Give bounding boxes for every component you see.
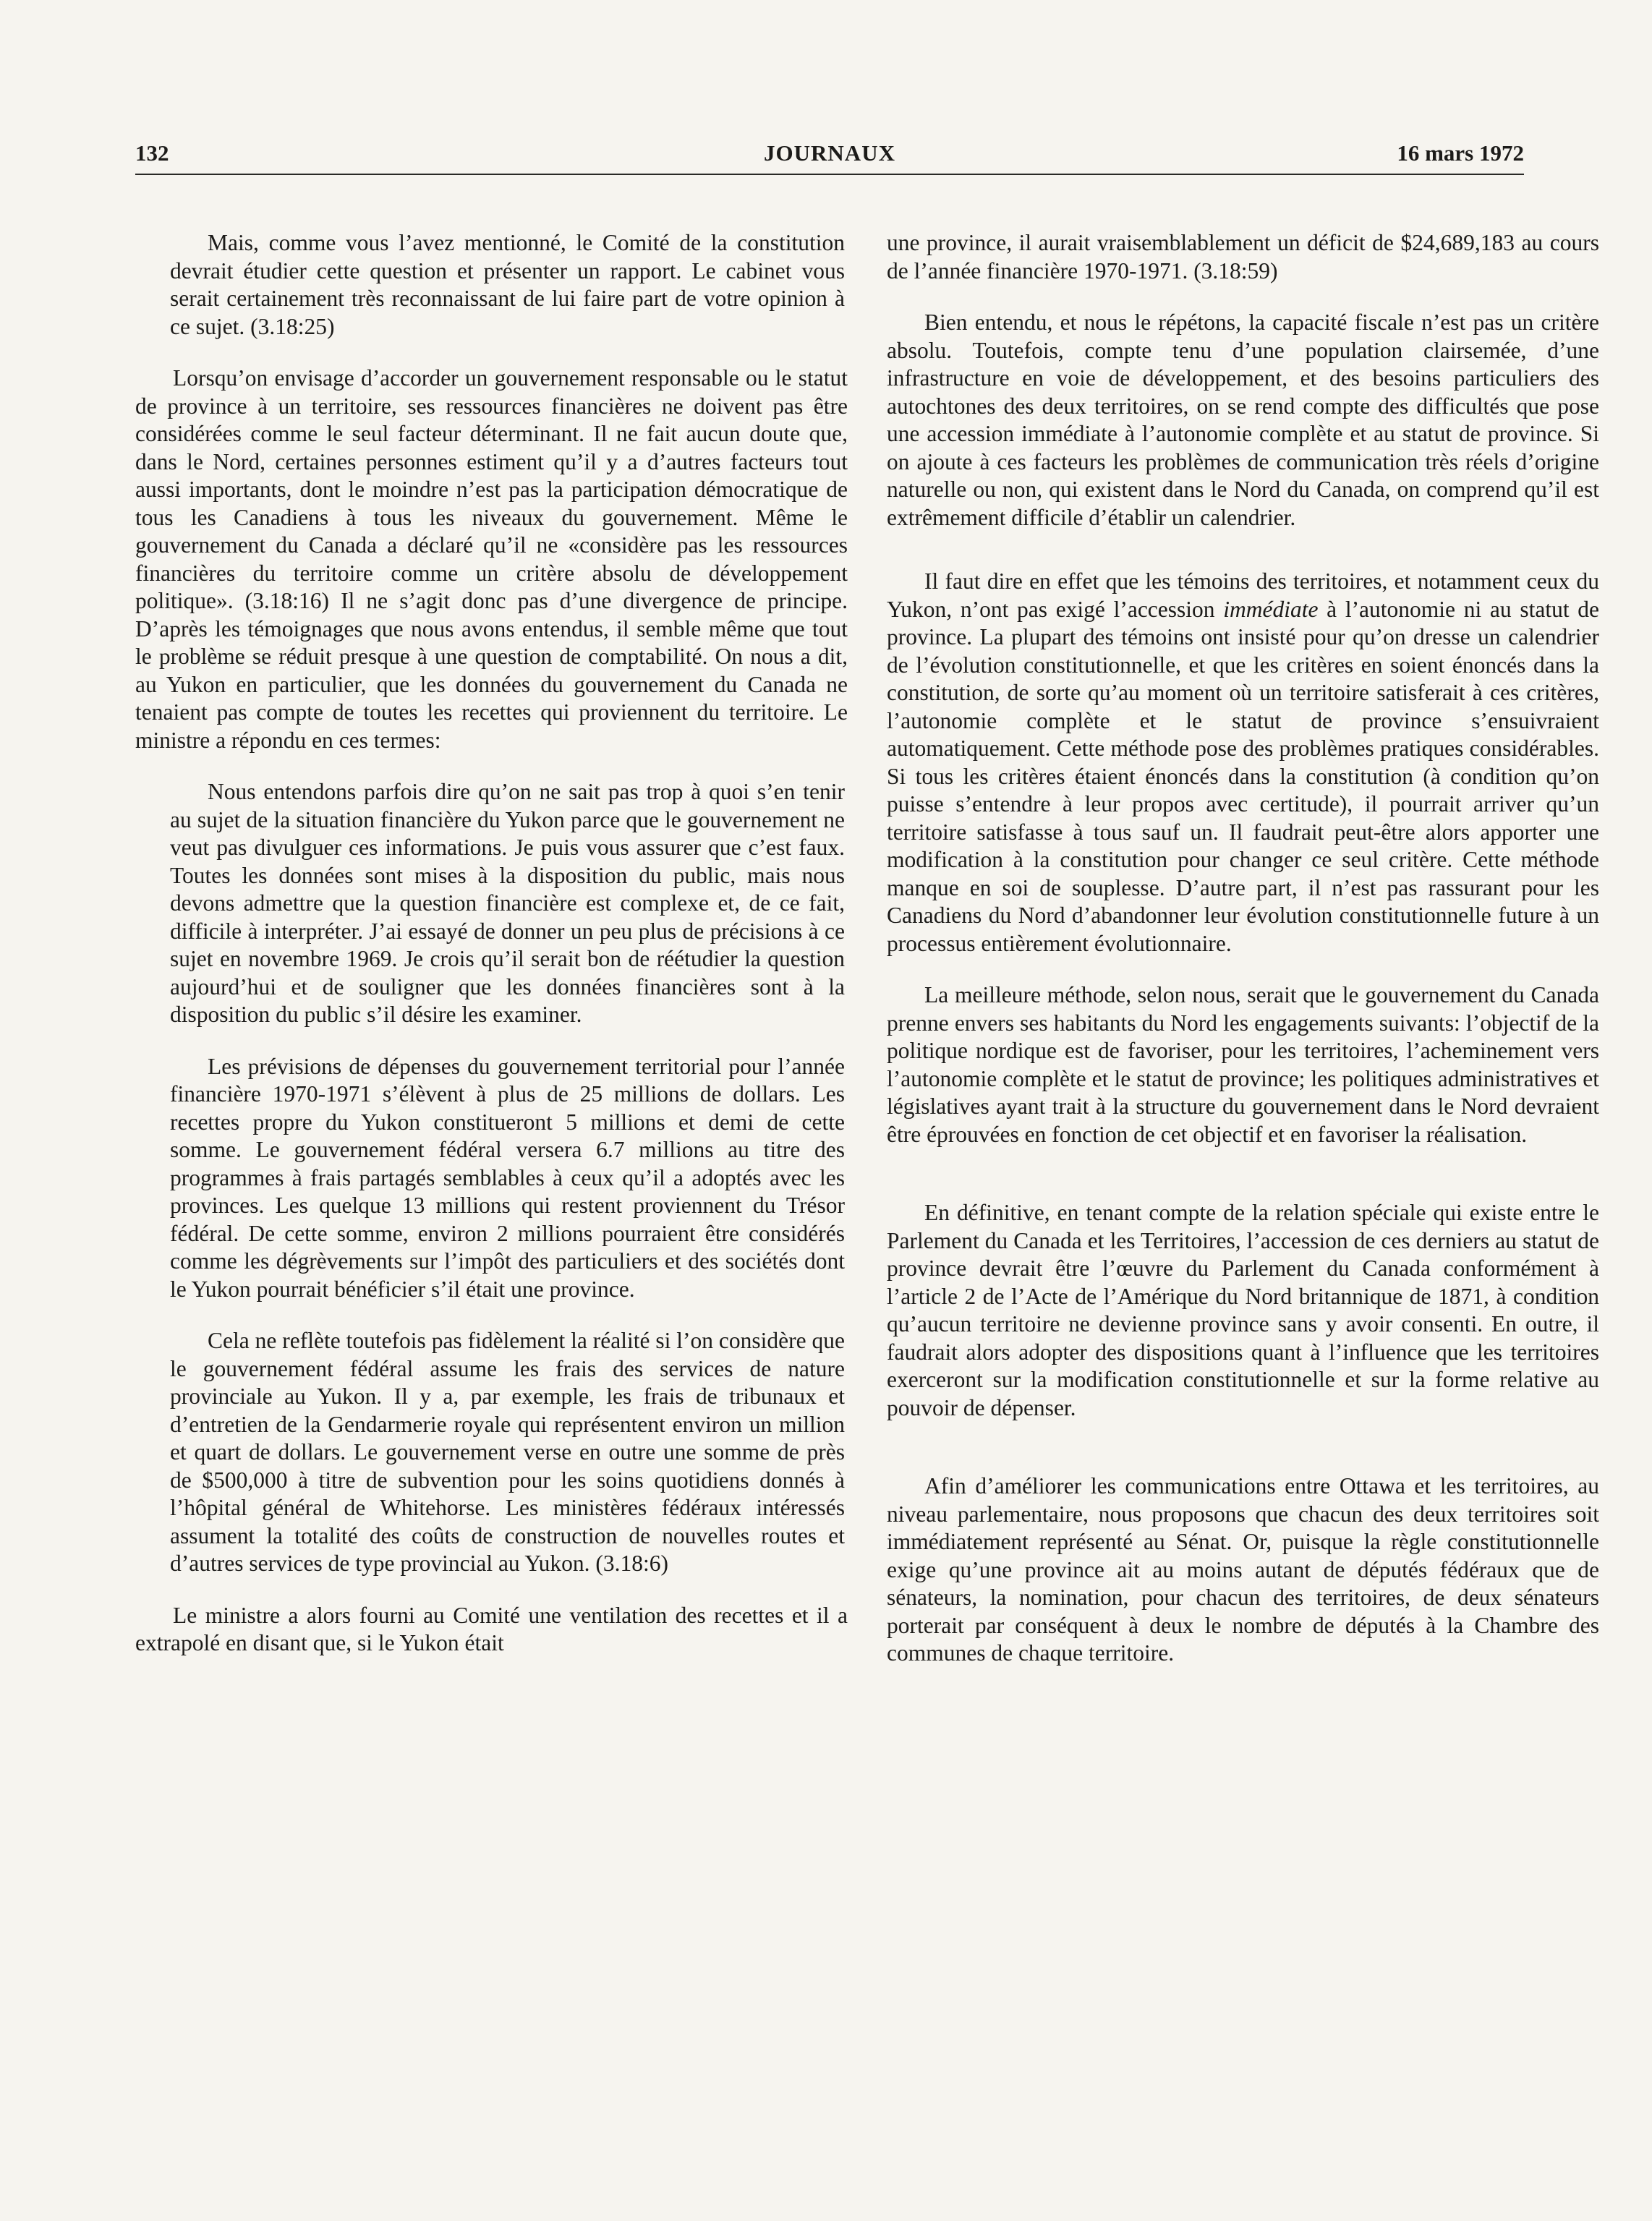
- paragraph: Afin d’améliorer les communications entre Ottawa et les territoires, au niveau parlementaire, nous proposons que chacun des deux territoires soit immédiatement représenté au Sénat. Or, puisque la règle constitutionnelle exige qu’une province ait au moins autant de députés fédéraux que de sénateurs, la nomination, pour chacun des territoires, de deux sénateurs porterait par conséquent à deux le nombre de députés à la Chambre des communes de chaque territoire.: [887, 1473, 1599, 1666]
- paragraph: Mais, comme vous l’avez mentionné, le Comité de la constitution devrait étudier cette question et présenter un rapport. Le cabinet vous serait certainement très reconnaissant de lui faire part de votre opinion à ce sujet. (3.18:25): [170, 230, 845, 339]
- page-number: 132: [135, 140, 169, 166]
- left-column: [135, 229, 848, 1681]
- paragraph: En définitive, en tenant compte de la relation spéciale qui existe entre le Parlement du Canada et les Territoires, l’accession de ces derniers au statut de province devrait être l’œuvre du Parlement du Canada conformément à l’article 2 de l’Acte de l’Amérique du Nord britannique de 1871, à condition qu’aucun territoire ne devienne province sans y avoir consenti. En outre, il faudrait alors adopter des dispositions quant à l’influence que les territoires exerceront sur la modification constitutionnelle et sur la forme relative au pouvoir de dépenser.: [887, 1200, 1599, 1420]
- quoted-paragraph: Cela ne reflète toutefois pas fidèlement la réalité si l’on considère que le gouvernement fédéral assume les frais des services de nature provinciale au Yukon. Il y a, par exemple, les frais de tribunaux et d’entretien de la Gendarmerie royale qui représentent environ un million et quart de dollars. Le gouvernement verse en outre une somme de près de $500,000 à titre de subvention pour les soins quotidiens donnés à l’hôpital général de Whitehorse. Les ministères fédéraux intéressés assument la totalité des coûts de construction de nouvelles routes et d’autres services de type provincial au Yukon. (3.18:6): [170, 1328, 845, 1576]
- paragraph-text: à l’autonomie ni au statut de province. La plupart des témoins ont insisté pour qu’on dresse un calendrier de l’évolution constitutionnelle, et que les critères en soient énoncés dans la constitution, de sorte qu’au moment où un territoire satisferait à ces critères, l’autonomie complète et le statut de province s’ensuivraient automatiquement. Cette méthode pose des problèmes pratiques considérables. Si tous les critères étaient énoncés dans la constitution (à condition qu’on puisse s’entendre à leur propos avec certitude), il pourrait arriver qu’un territoire satisfasse à tous sauf un. Il faudrait peut-être alors apporter une modification à la constitution pour changer ce seul critère. Cette méthode manque en soi de souplesse. D’autre part, il n’est pas rassurant pour les Canadiens du Nord d’abandonner leur évolution constitutionnelle future à un processus entièrement évolutionnaire.: [887, 596, 1600, 956]
- paragraph: [887, 568, 1599, 958]
- page-header: [135, 137, 1524, 175]
- paragraph: une province, il aurait vraisemblablement un déficit de $24,689,183 au cours de l’année financière 1970-1971. (3.18:59): [887, 230, 1599, 284]
- paragraph: Lorsqu’on envisage d’accorder un gouvernement responsable ou le statut de province à un territoire, ses ressources financières ne doivent pas être considérées comme le seul facteur déterminant. Il ne fait aucun doute que, dans le Nord, certaines personnes estiment qu’il y a d’autres facteurs tout aussi importants, dont le moindre n’est pas la participation démocratique de tous les Canadiens à tous les niveaux du gouvernement. Même le gouvernement du Canada a déclaré qu’il ne «considère pas les ressources financières du territoire comme un critère absolu de développement politique». (3.18:16) Il ne s’agit donc pas d’une divergence de principe. D’après les témoignages que nous avons entendus, il semble même que tout le problème se réduit presque à une question de comptabilité. On nous a dit, au Yukon en particulier, que les données du gouvernement du Canada ne tenaient pas compte de toutes les recettes qui proviennent du territoire. Le ministre a répondu en ces termes:: [135, 365, 848, 753]
- paragraph-text: Il faut dire en effet que les témoins des territoires, et notamment ceux du Yukon, n’ont pas exigé l’accession: [887, 568, 1599, 622]
- emphasis-text: immédiate: [1223, 596, 1319, 622]
- quoted-paragraph: Nous entendons parfois dire qu’on ne sait pas trop à quoi s’en tenir au sujet de la situation financière du Yukon parce que le gouvernement ne veut pas divulguer ces informations. Je puis vous assurer que c’est faux. Toutes les données sont mises à la disposition du public, mais nous devons admettre que la question financière est complexe et, de ce fait, difficile à interpréter. J’ai essayé de donner un peu plus de précisions à ce sujet en novembre 1969. Je crois qu’il serait bon de réétudier la question aujourd’hui et de souligner que les données financières sont à la disposition du public s’il désire les examiner.: [170, 779, 845, 1027]
- paragraph: Le ministre a alors fourni au Comité une ventilation des recettes et il a extrapolé en disant que, si le Yukon était: [135, 1602, 848, 1655]
- issue-date: 16 mars 1972: [1397, 140, 1524, 166]
- right-column: [887, 229, 1599, 1692]
- paragraph: Bien entendu, et nous le répétons, la capacité fiscale n’est pas un critère absolu. Toutefois, compte tenu d’une population clairsemée, d’une infrastructure en voie de développement, et des besoins particuliers des autochtones des deux territoires, on se rend compte des difficultés que pose une accession immédiate à l’autonomie complète et au statut de province. Si on ajoute à ces facteurs les problèmes de communication très réels d’origine naturelle ou non, qui existent dans le Nord du Canada, on comprend qu’il est extrêmement difficile d’établir un calendrier.: [887, 310, 1599, 530]
- running-title: JOURNAUX: [764, 140, 895, 166]
- quoted-paragraph: Les prévisions de dépenses du gouvernement territorial pour l’année financière 1970-1971 s’élèvent à plus de 25 millions de dollars. Les recettes propre du Yukon constitueront 5 millions et demi de cette somme. Le gouvernement fédéral versera 6.7 millions au titre des programmes à frais partagés semblables à ceux qu’il a adoptés avec les provinces. Les quelque 13 millions qui restent proviennent du Trésor fédéral. De cette somme, environ 2 millions pourraient être considérés comme les dégrèvements sur l’impôt des particuliers et des sociétés dont le Yukon pourrait bénéficier s’il était une province.: [170, 1053, 845, 1302]
- paragraph: La meilleure méthode, selon nous, serait que le gouvernement du Canada prenne envers ses habitants du Nord les engagements suivants: l’objectif de la politique nordique est de favoriser, pour les territoires, l’acheminement vers l’autonomie complète et le statut de province; les politiques administratives et législatives ayant trait à la structure du gouvernement dans le Nord devraient être éprouvées en fonction de cet objectif et en favoriser la réalisation.: [887, 982, 1599, 1147]
